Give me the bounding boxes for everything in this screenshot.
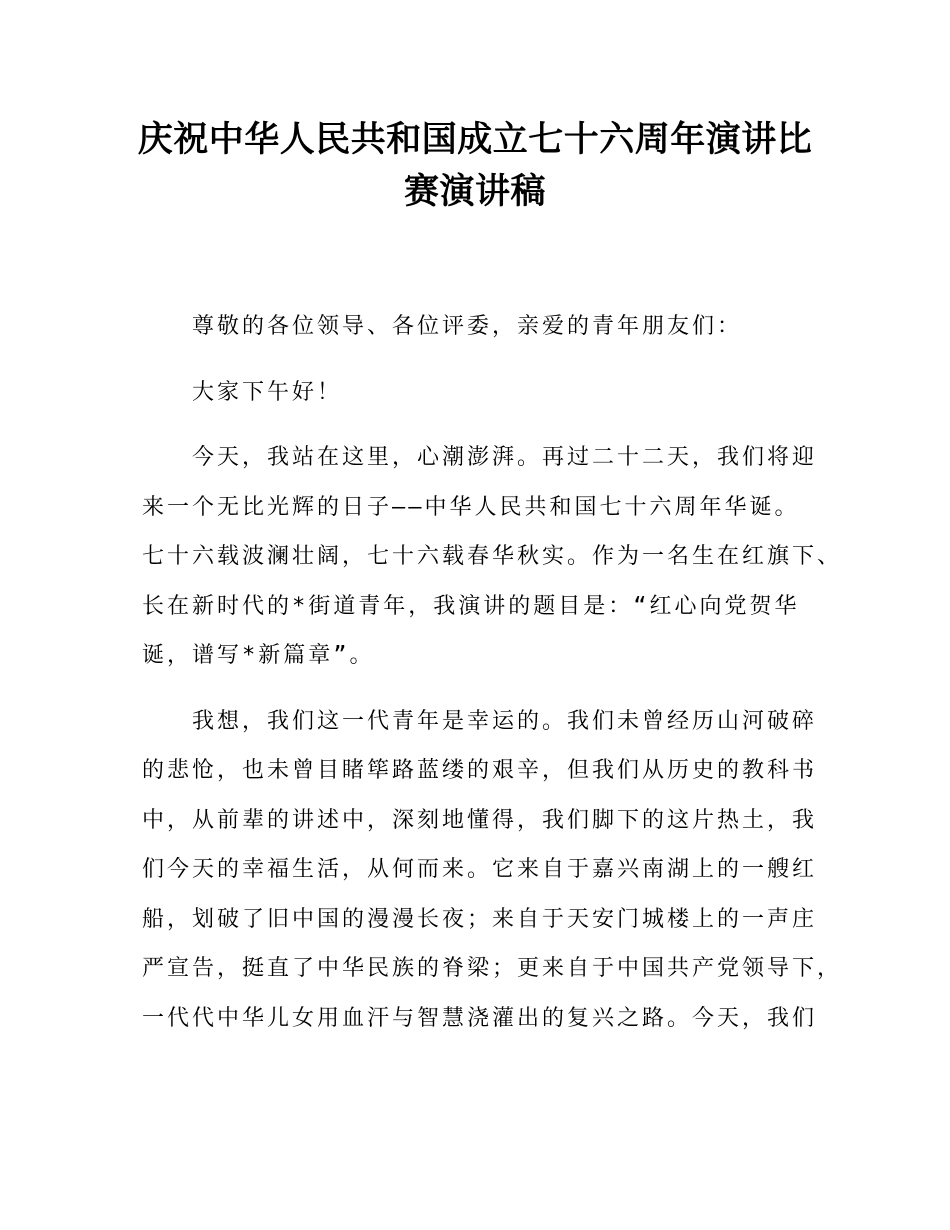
title-line-1: 庆祝中华人民共和国成立七十六周年演讲比 [137,119,813,160]
paragraph-line: 们今天的幸福生活，从何而来。它来自于嘉兴南湖上的一艘红 [142,857,818,882]
paragraph-line: 船，划破了旧中国的漫漫长夜；来自于天安门城楼上的一声庄 [142,906,818,932]
paragraph-line: 尊敬的各位领导、各位评委，亲爱的青年朋友们： [192,314,743,339]
paragraph-line: 来一个无比光辉的日子——中华人民共和国七十六周年华诞。 [142,494,800,520]
paragraph-greeting [142,368,832,418]
paragraph-salutation [142,302,832,352]
paragraph-line: 的悲怆，也未曾目睹筚路蓝缕的艰辛，但我们从历史的教科书 [142,758,818,783]
paragraph-line: 长在新时代的*街道青年，我演讲的题目是：“红心向党贺华 [142,593,800,619]
paragraph-line: 一代代中华儿女用血汗与智慧浇灌出的复兴之路。今天，我们 [142,1005,818,1031]
paragraph-line: 诞，谱写*新篇章”。 [142,643,375,668]
document-body [142,302,843,1059]
paragraph-line: 大家下午好！ [192,379,343,405]
paragraph-line: 中，从前辈的讲述中，深刻地懂得，我们脚下的这片热土，我 [142,807,818,833]
paragraph-line: 七十六载波澜壮阔，七十六载春华秋实。作为一名生在红旗下、 [142,544,843,569]
title-line-2: 赛演讲稿 [403,171,546,212]
paragraph-line: 严宣告，挺直了中华民族的脊梁；更来自于中国共产党领导下， [142,956,843,981]
paragraph-history [142,697,843,1044]
paragraph-line: 我想，我们这一代青年是幸运的。我们未曾经历山河破碎 [192,708,818,734]
document-title [110,114,840,218]
paragraph-line: 今天，我站在这里，心潮澎湃。再过二十二天，我们将迎 [192,445,818,470]
paragraph-intro [142,433,843,681]
